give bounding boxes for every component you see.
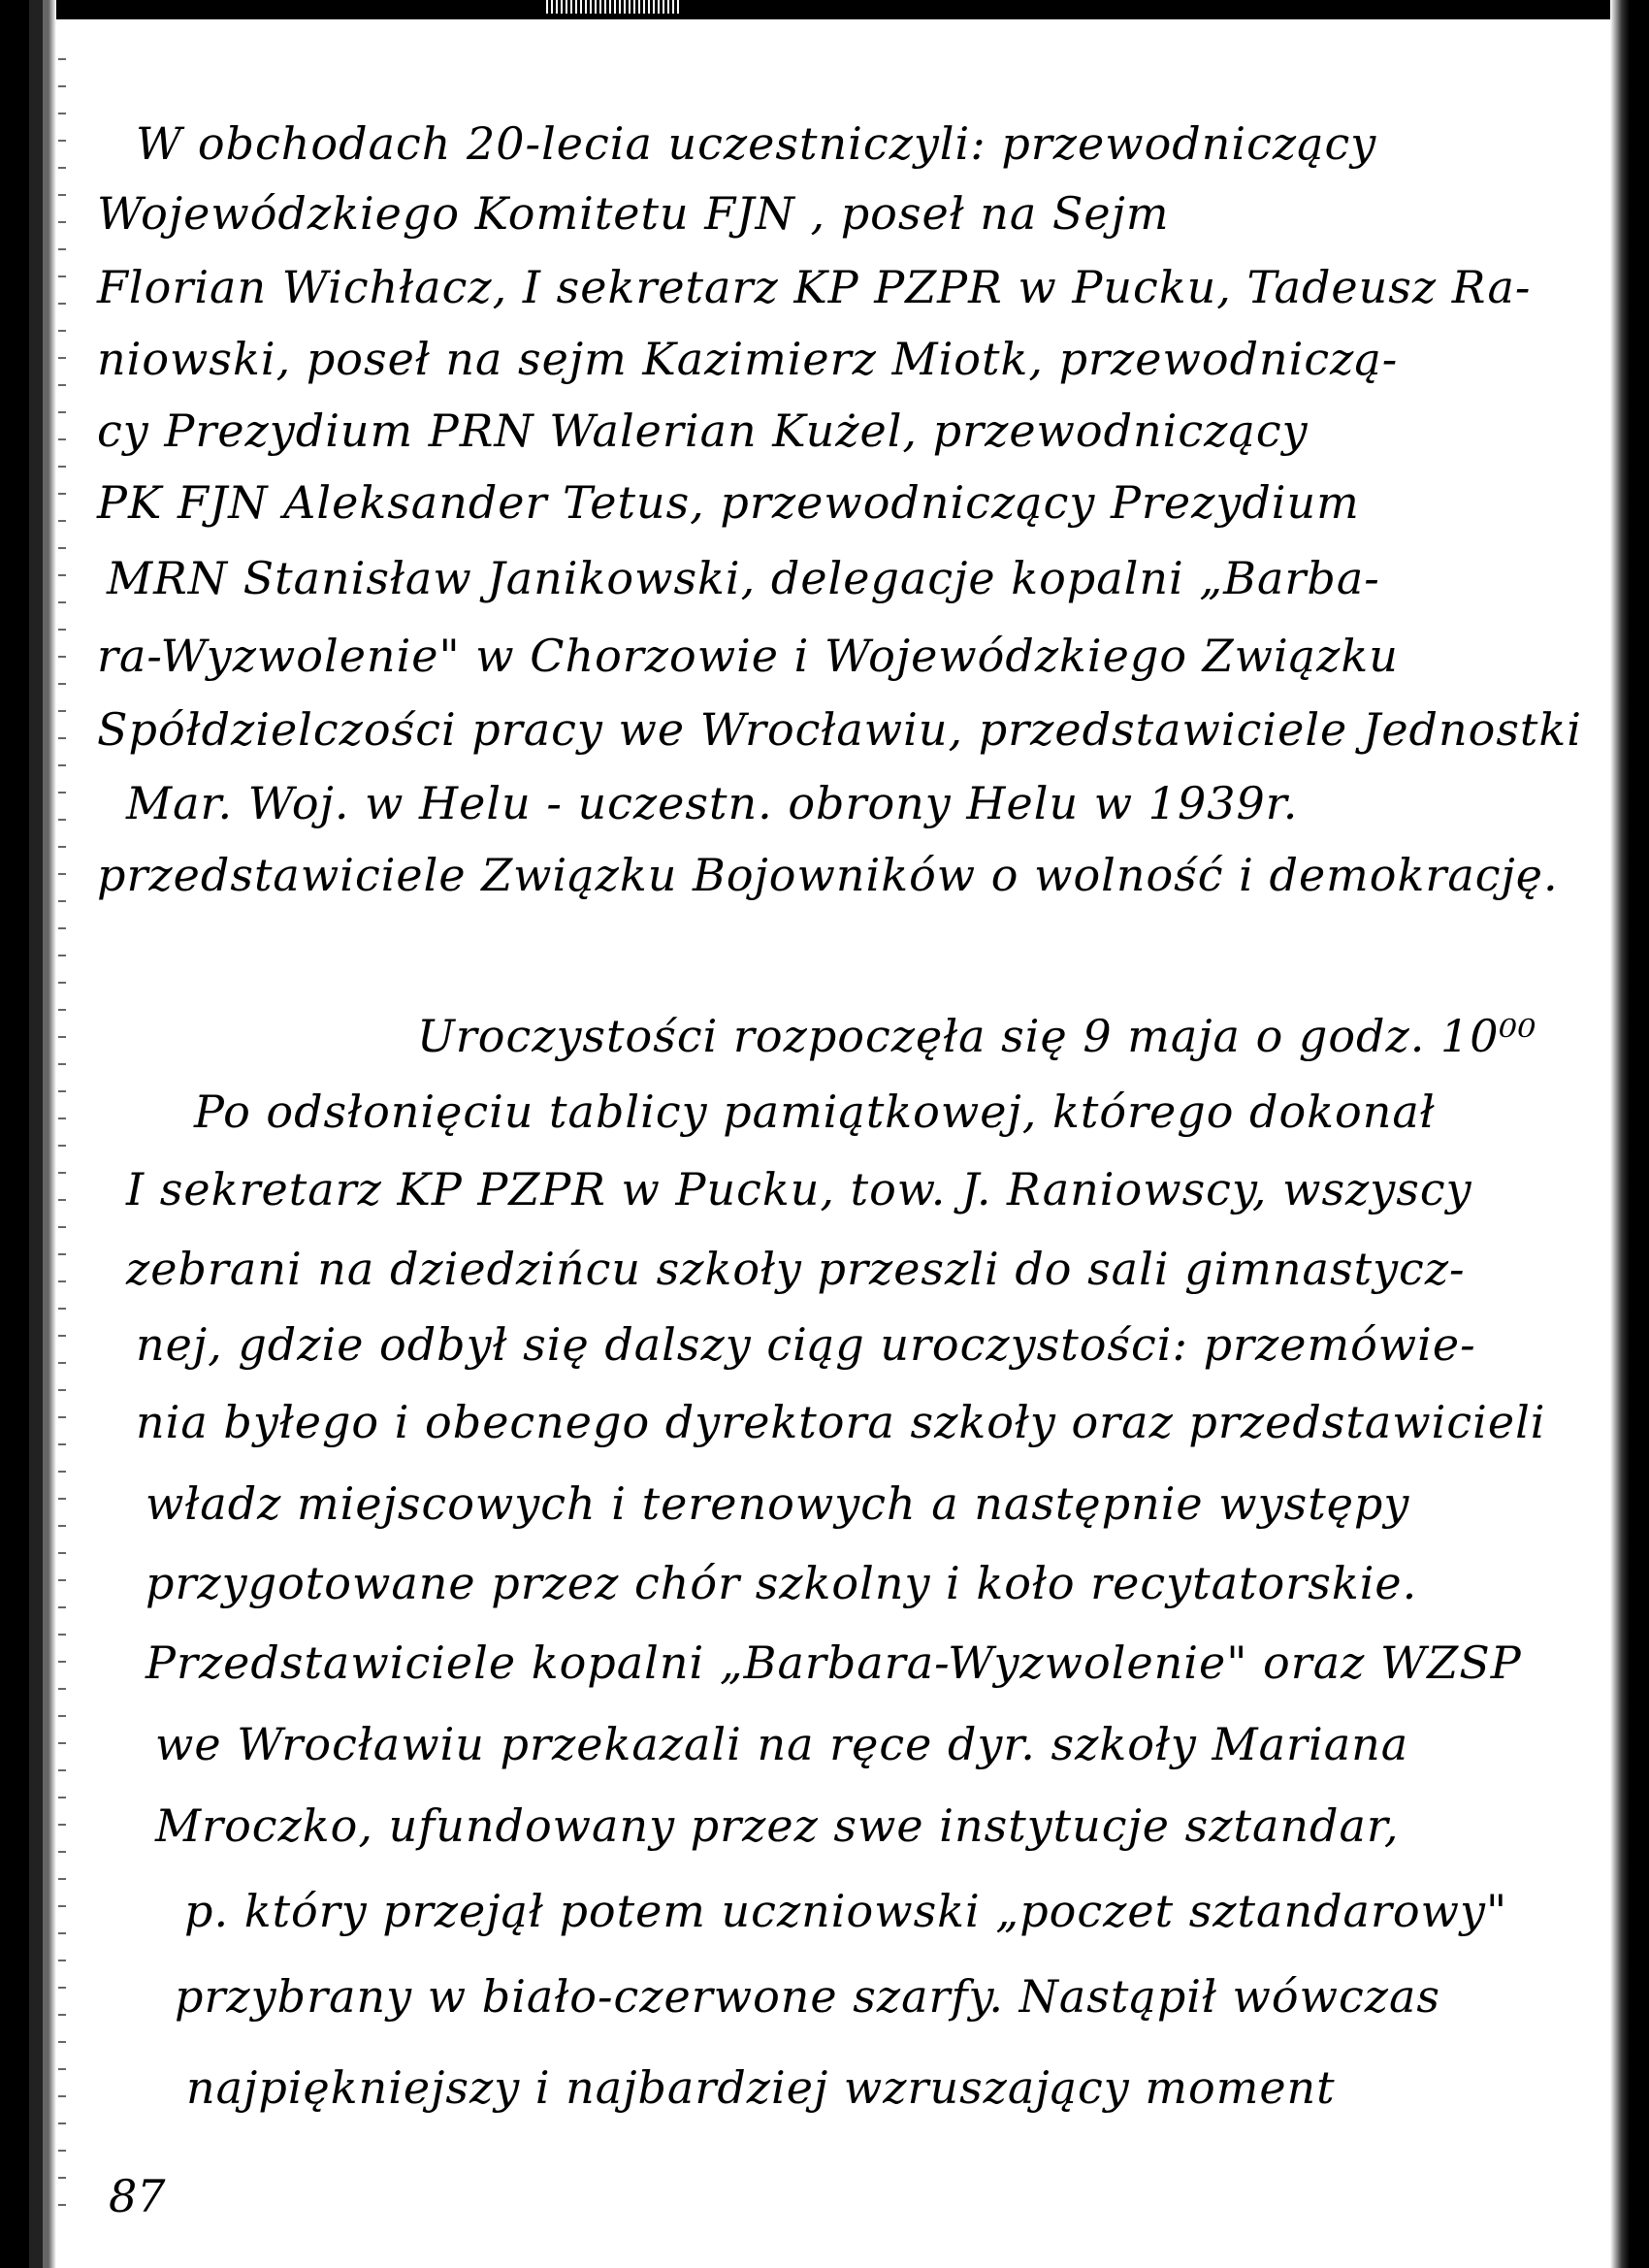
text-line: nej, gdzie odbył się dalszy ciąg uroczystości: przemówie- [136,1318,1476,1371]
text-line: Mroczko, ufundowany przez swe instytucje sztandar, [155,1799,1400,1852]
page-number: 87 [109,2170,166,2222]
text-line: Mar. Woj. w Helu - uczestn. obrony Helu w 1939r. [126,777,1299,829]
text-line: Po odsłonięciu tablicy pamiątkowej, którego dokonał [194,1085,1436,1138]
text-line: władz miejscowych i terenowych a następnie występy [146,1477,1410,1530]
text-line: I sekretarz KP PZPR w Pucku, tow. J. Raniowscy, wszyscy [126,1163,1472,1215]
text-line: MRN Stanisław Janikowski, delegacje kopalni „Barba- [107,552,1380,604]
scan-top-edge [0,0,1649,19]
text-line: przygotowane przez chór szkolny i koło recytatorskie. [146,1557,1418,1609]
text-line: przedstawiciele Związku Bojowników o wolność i demokrację. [97,849,1559,901]
text-line: W obchodach 20-lecia uczestniczyli: przewodniczący [136,117,1377,170]
text-line: Wojewódzkiego Komitetu FJN , poseł na Sejm [97,187,1170,240]
text-line: Przedstawiciele kopalni „Barbara-Wyzwolenie" oraz WZSP [146,1636,1522,1689]
text-line: we Wrocławiu przekazali na ręce dyr. szkoły Mariana [155,1718,1409,1770]
text-line: Florian Wichłacz, I sekretarz KP PZPR w Pucku, Tadeusz Ra- [97,261,1532,313]
binding-stitching [58,58,66,2231]
text-line: przybrany w biało-czerwone szarfy. Nastąpił wówczas [175,1970,1440,2023]
text-line: Uroczystości rozpoczęła się 9 maja o godz. 10⁰⁰ [417,1010,1537,1062]
text-line: zebrani na dziedzińcu szkoły przeszli do sali gimnastycz- [126,1243,1466,1295]
text-line: najpiękniejszy i najbardziej wzruszający moment [186,2061,1336,2114]
scan-top-notch [543,0,679,14]
text-line: nia byłego i obecnego dyrektora szkoły oraz przedstawicieli [136,1396,1546,1448]
text-line: Spółdzielczości pracy we Wrocławiu, przedstawiciele Jednostki [97,703,1583,756]
text-line: ra-Wyzwolenie" w Chorzowie i Wojewódzkiego Związku [97,630,1399,682]
text-line: cy Prezydium PRN Walerian Kużel, przewodniczący [97,405,1309,457]
scan-right-edge [1610,0,1649,2268]
text-line: niowski, poseł na sejm Kazimierz Miotk, przewodniczą- [97,333,1399,385]
text-line: PK FJN Aleksander Tetus, przewodniczący Prezydium [97,476,1360,529]
text-line: p. który przejął potem uczniowski „poczet sztandarowy" [184,1885,1508,1937]
notebook-binding [0,0,56,2268]
